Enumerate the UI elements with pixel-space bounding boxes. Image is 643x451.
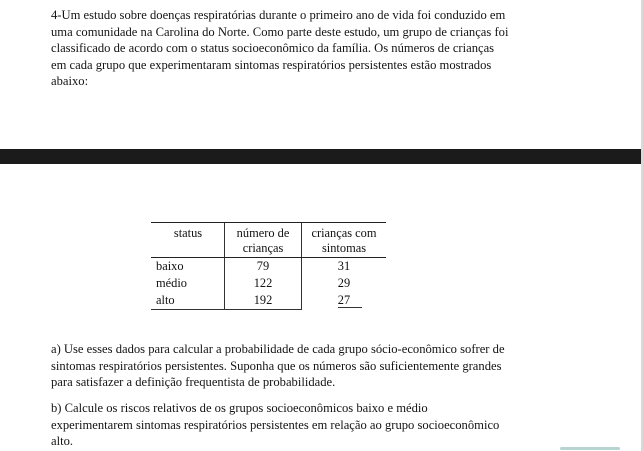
cell-status: alto [151, 292, 225, 310]
cell-status: médio [156, 276, 187, 290]
question-a [51, 341, 551, 391]
table-row [151, 292, 386, 310]
cell-count: 122 [225, 275, 302, 292]
section-divider [0, 149, 643, 164]
question-a-line: sintomas respiratórios persistentes. Suponha que os números são suficientemente grandes [51, 358, 502, 373]
cell-count: 79 [225, 258, 302, 276]
header-status: status [151, 223, 225, 258]
scroll-indicator [560, 447, 620, 450]
cell-status: baixo [156, 259, 184, 273]
question-b-line: b) Calcule os riscos relativos de os grupos socioeconômicos baixo e médio [51, 401, 428, 415]
table-row [151, 258, 386, 276]
statement-line: uma comunidade na Carolina do Norte. Como parte deste estudo, um grupo de crianças foi [51, 24, 509, 39]
data-table [151, 222, 386, 310]
question-a-line: para satisfazer a definição frequentista de probabilidade. [51, 375, 336, 389]
table-header-row [151, 223, 386, 258]
cell-count: 192 [225, 292, 302, 310]
question-b-line: alto. [51, 434, 74, 448]
header-children-with-symptoms: crianças com sintomas [302, 223, 387, 258]
problem-statement [51, 7, 551, 90]
cell-symptoms: 29 [302, 275, 387, 292]
statement-line: em cada grupo que experimentaram sintomas respiratórios persistentes estão mostrados [51, 57, 492, 72]
question-b-line: experimentarem sintomas respiratórios persistentes em relação ao grupo socioeconômico [51, 417, 500, 432]
header-number-of-children: número de crianças [225, 223, 302, 258]
cell-symptoms: 27 [302, 292, 387, 310]
statement-line: classificado de acordo com o status socioeconômico da família. Os números de crianças [51, 41, 495, 55]
question-a-line: a) Use esses dados para calcular a probabilidade de cada grupo sócio-econômico sofrer de [51, 342, 505, 356]
statement-line: 4-Um estudo sobre doenças respiratórias durante o primeiro ano de vida foi conduzido em [51, 8, 506, 22]
statement-line: abaixo: [51, 74, 89, 88]
question-b [51, 400, 551, 450]
table-row [151, 275, 386, 292]
cell-symptoms: 31 [302, 258, 387, 276]
